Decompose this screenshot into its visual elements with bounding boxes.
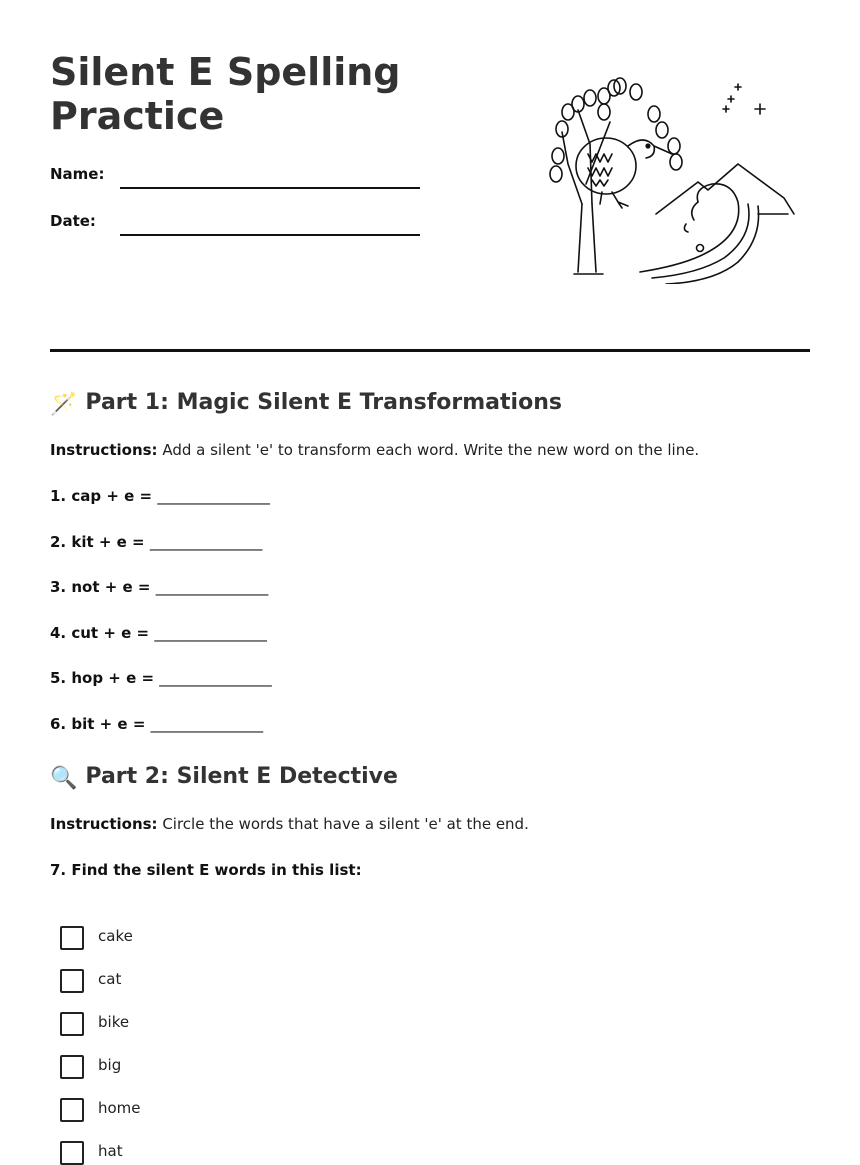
wave — [640, 184, 759, 284]
title-line-2: Practice — [50, 94, 225, 138]
question-prompt: 6. bit + e = — [50, 715, 146, 733]
mountains — [656, 164, 794, 214]
question-prompt: 3. not + e = — [50, 578, 151, 596]
answer-blank[interactable]: _______________ — [157, 487, 270, 505]
part1-instructions-label: Instructions: — [50, 441, 158, 459]
checkbox[interactable] — [60, 926, 84, 950]
part1-instructions-text: Add a silent 'e' to transform each word. Write the new word on the line. — [157, 441, 700, 459]
word-label: home — [98, 1099, 141, 1117]
title-line-1: Silent E Spelling — [50, 50, 401, 94]
answer-blank[interactable]: _______________ — [155, 578, 269, 596]
magic-wand-icon: 🪄 — [50, 392, 78, 417]
word-label: big — [98, 1056, 122, 1074]
part2-heading-text: Part 2: Silent E Detective — [85, 764, 398, 789]
tree-leaves — [550, 78, 682, 182]
part1-heading-text: Part 1: Magic Silent E Transformations — [85, 390, 562, 415]
word-label: bike — [98, 1013, 130, 1031]
magnifying-glass-icon: 🔍 — [50, 766, 78, 791]
answer-blank[interactable]: _______________ — [159, 669, 272, 687]
question-3 — [50, 578, 268, 596]
word-label: cat — [98, 970, 122, 988]
checkbox[interactable] — [60, 1141, 84, 1165]
answer-blank[interactable]: _______________ — [150, 715, 264, 733]
question-4 — [50, 624, 267, 642]
stars — [723, 84, 765, 114]
checkbox[interactable] — [60, 1098, 84, 1122]
bird-tree-wave-illustration — [548, 74, 798, 284]
header-divider — [50, 349, 810, 352]
question-prompt: 1. cap + e = — [50, 487, 153, 505]
name-field[interactable] — [120, 187, 420, 189]
word-label: cake — [98, 927, 133, 945]
question-prompt: 4. cut + e = — [50, 624, 150, 642]
question-prompt: 5. hop + e = — [50, 669, 155, 687]
answer-blank[interactable]: _______________ — [154, 624, 267, 642]
date-field[interactable] — [120, 234, 420, 236]
date-label: Date: — [50, 212, 96, 230]
checkbox[interactable] — [60, 1055, 84, 1079]
checkbox[interactable] — [60, 969, 84, 993]
part2-instructions-text: Circle the words that have a silent 'e' at the end. — [157, 815, 529, 833]
tree-trunk — [578, 204, 596, 272]
question-6 — [50, 715, 263, 733]
part1-heading — [50, 390, 562, 417]
part2-instructions — [50, 815, 529, 833]
question-7: 7. Find the silent E words in this list: — [50, 861, 362, 879]
part2-instructions-label: Instructions: — [50, 815, 158, 833]
question-2 — [50, 533, 262, 551]
question-5 — [50, 669, 272, 687]
checkbox[interactable] — [60, 1012, 84, 1036]
name-label: Name: — [50, 165, 105, 183]
question-1 — [50, 487, 270, 505]
part1-instructions — [50, 441, 699, 459]
part2-heading — [50, 764, 398, 791]
page-title — [50, 50, 401, 138]
word-label: hat — [98, 1142, 123, 1160]
question-prompt: 2. kit + e = — [50, 533, 145, 551]
answer-blank[interactable]: _______________ — [149, 533, 263, 551]
